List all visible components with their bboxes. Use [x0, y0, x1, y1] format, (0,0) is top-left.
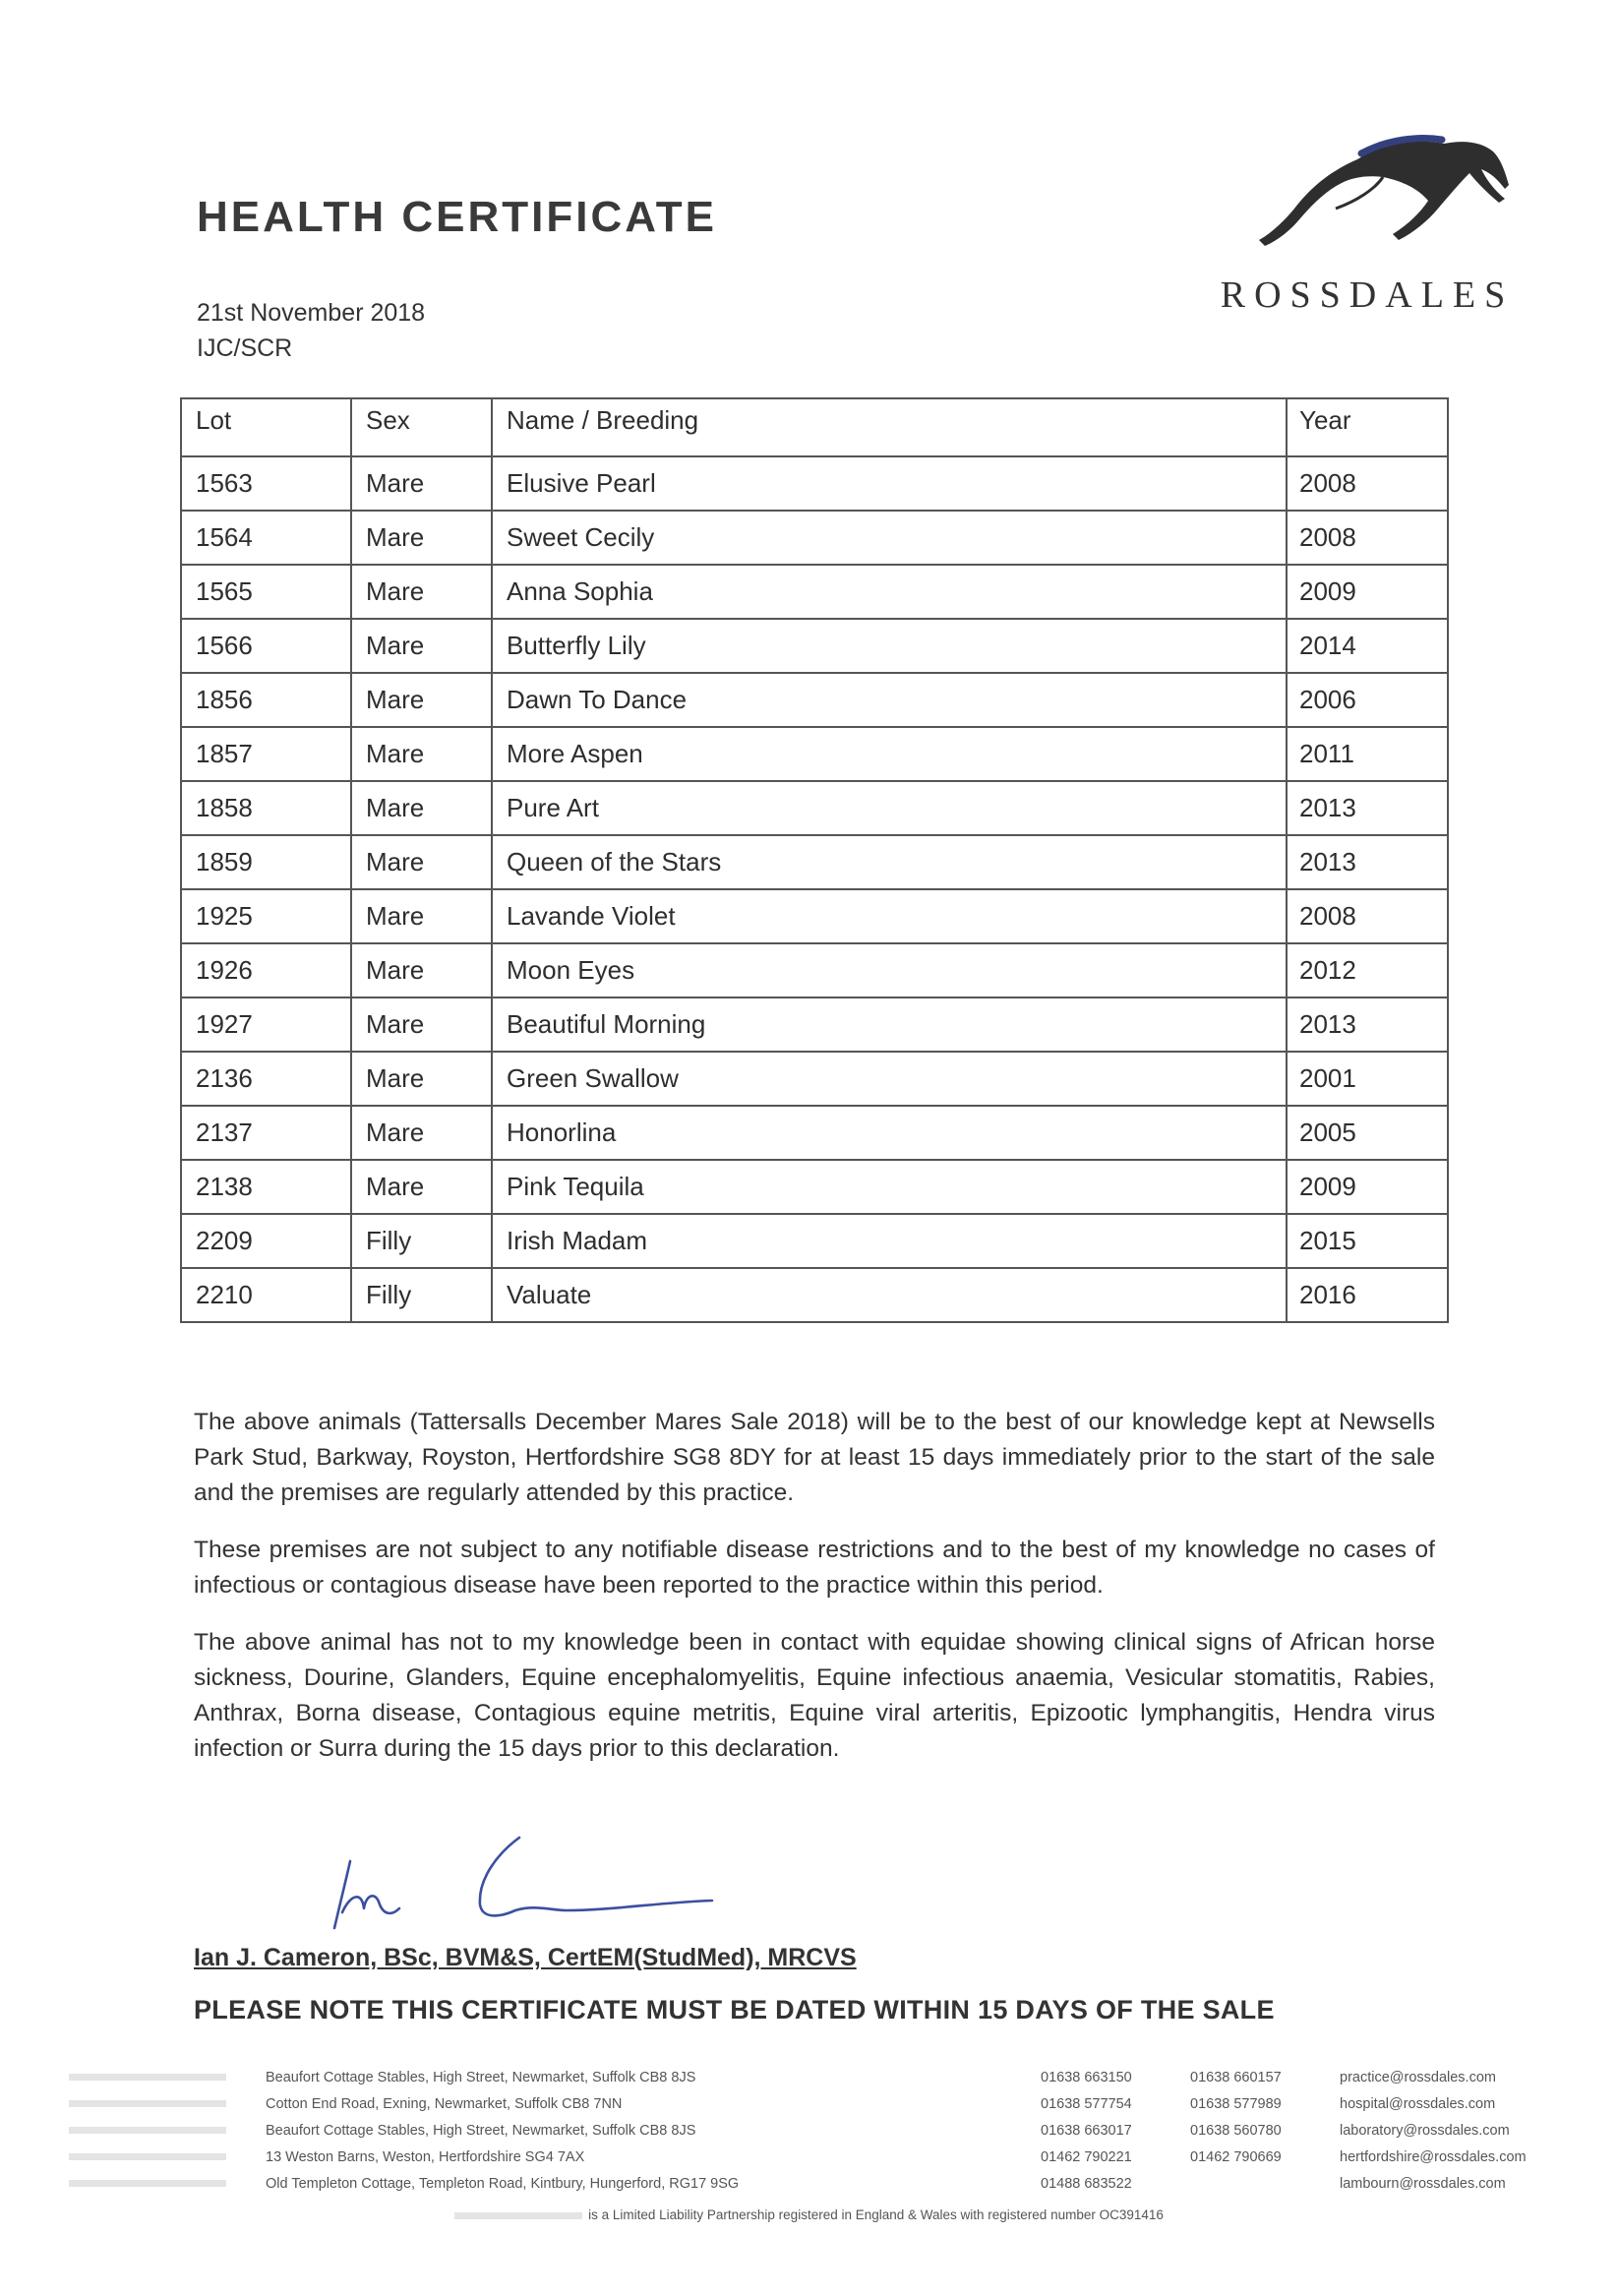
- cell-year: 2005: [1287, 1106, 1448, 1160]
- address-email: hertfordshire@rossdales.com: [1340, 2148, 1527, 2165]
- address-text: 13 Weston Barns, Weston, Hertfordshire SG4 7AX: [266, 2148, 585, 2165]
- redacted-department: [69, 2064, 266, 2090]
- cell-lot: 2137: [181, 1106, 351, 1160]
- cell-sex: Mare: [351, 1052, 492, 1106]
- cell-year: 2013: [1287, 835, 1448, 889]
- contact-declaration-paragraph: The above animal has not to my knowledge been in contact with equidae showing clinical signs of African horse sickness, Dourine, Glanders, Equine encephalomyelitis, Equine infectious anaemia, Vesicular stomatitis, Rabies, Anthrax, Borna disease, Contagious equine metritis, Equine viral arteritis, Epizootic lymphangitis, Hendra virus infection or Surra during the 15 days prior to this declaration.: [194, 1629, 1435, 1762]
- table-row: [181, 456, 1448, 511]
- cell-sex: Mare: [351, 1160, 492, 1214]
- table-row: [181, 943, 1448, 997]
- address-tel: 01638 663150: [1041, 2069, 1132, 2085]
- col-header-name: Name / Breeding: [492, 398, 1287, 456]
- col-header-lot: Lot: [181, 398, 351, 456]
- cell-year: 2015: [1287, 1214, 1448, 1268]
- address-text: Old Templeton Cottage, Templeton Road, Kintbury, Hungerford, RG17 9SG: [266, 2175, 740, 2192]
- col-header-sex: Sex: [351, 398, 492, 456]
- cell-sex: Filly: [351, 1214, 492, 1268]
- cell-year: 2013: [1287, 781, 1448, 835]
- table-body: [181, 456, 1448, 1322]
- table-row: [181, 997, 1448, 1052]
- address-row: [69, 2144, 1584, 2170]
- cell-sex: Mare: [351, 1106, 492, 1160]
- cell-name: Honorlina: [492, 1106, 1287, 1160]
- cell-name: Elusive Pearl: [492, 456, 1287, 511]
- cell-name: Sweet Cecily: [492, 511, 1287, 565]
- address-fax: 01462 790669: [1190, 2148, 1282, 2165]
- cell-name: Irish Madam: [492, 1214, 1287, 1268]
- cell-year: 2006: [1287, 673, 1448, 727]
- table-row: [181, 727, 1448, 781]
- cell-name: Butterfly Lily: [492, 619, 1287, 673]
- cell-name: Anna Sophia: [492, 565, 1287, 619]
- cell-year: 2014: [1287, 619, 1448, 673]
- cell-sex: Filly: [351, 1268, 492, 1322]
- footer-text: is a Limited Liability Partnership registered in England & Wales with registered number OC391416: [588, 2207, 1164, 2222]
- cell-lot: 2138: [181, 1160, 351, 1214]
- cell-lot: 1858: [181, 781, 351, 835]
- table-row: [181, 511, 1448, 565]
- sale-location-paragraph: The above animals (Tattersalls December Mares Sale 2018) will be to the best of our knowledge kept at Newsells Park Stud, Barkway, Royston, Hertfordshire SG8 8DY for at least 15 days immediately prior to the start of the sale and the premises are regularly attended by this practice.: [194, 1409, 1435, 1506]
- cell-year: 2001: [1287, 1052, 1448, 1106]
- redacted-department: [69, 2117, 266, 2144]
- cell-year: 2009: [1287, 565, 1448, 619]
- cell-name: More Aspen: [492, 727, 1287, 781]
- address-tel: 01462 790221: [1041, 2148, 1132, 2165]
- cell-name: Beautiful Morning: [492, 997, 1287, 1052]
- table-header-row: [181, 398, 1448, 456]
- address-fax: 01638 560780: [1190, 2122, 1282, 2139]
- redacted-department: [69, 2170, 266, 2197]
- cell-lot: 2210: [181, 1268, 351, 1322]
- address-list: [69, 2064, 1584, 2197]
- cell-name: Valuate: [492, 1268, 1287, 1322]
- address-tel: 01488 683522: [1041, 2175, 1132, 2192]
- cell-lot: 1926: [181, 943, 351, 997]
- address-email: hospital@rossdales.com: [1340, 2095, 1496, 2112]
- disease-restriction-paragraph: These premises are not subject to any notifiable disease restrictions and to the best of my knowledge no cases of infectious or contagious disease have been reported to the practice within this period.: [194, 1537, 1435, 1599]
- cell-lot: 1927: [181, 997, 351, 1052]
- address-email: lambourn@rossdales.com: [1340, 2175, 1506, 2192]
- cell-sex: Mare: [351, 619, 492, 673]
- table-row: [181, 565, 1448, 619]
- table-row: [181, 1160, 1448, 1214]
- cell-name: Pure Art: [492, 781, 1287, 835]
- address-email: laboratory@rossdales.com: [1340, 2122, 1510, 2139]
- cell-year: 2016: [1287, 1268, 1448, 1322]
- cell-year: 2008: [1287, 456, 1448, 511]
- cell-name: Dawn To Dance: [492, 673, 1287, 727]
- address-tel: 01638 577754: [1041, 2095, 1132, 2112]
- signatory-name: Ian J. Cameron, BSc, BVM&S, CertEM(StudMed), MRCVS: [194, 1944, 857, 1971]
- cell-name: Pink Tequila: [492, 1160, 1287, 1214]
- cell-sex: Mare: [351, 943, 492, 997]
- cell-lot: 1566: [181, 619, 351, 673]
- cell-lot: 1565: [181, 565, 351, 619]
- cell-name: Green Swallow: [492, 1052, 1287, 1106]
- handwritten-signature: [325, 1832, 777, 1940]
- cell-name: Queen of the Stars: [492, 835, 1287, 889]
- address-text: Beaufort Cottage Stables, High Street, Newmarket, Suffolk CB8 8JS: [266, 2069, 696, 2085]
- practice-addresses: [69, 2064, 1584, 2197]
- cell-lot: 1563: [181, 456, 351, 511]
- col-header-year: Year: [1287, 398, 1448, 456]
- rossdales-logo: [1210, 130, 1525, 317]
- document-title: HEALTH CERTIFICATE: [197, 193, 717, 241]
- certificate-date: 21st November 2018: [197, 299, 426, 327]
- table-row: [181, 619, 1448, 673]
- cell-year: 2008: [1287, 511, 1448, 565]
- address-row: [69, 2117, 1584, 2144]
- table-row: [181, 1106, 1448, 1160]
- cell-lot: 1564: [181, 511, 351, 565]
- logo-wordmark: ROSSDALES: [1220, 274, 1515, 316]
- cell-sex: Mare: [351, 727, 492, 781]
- cell-lot: 1857: [181, 727, 351, 781]
- cell-name: Moon Eyes: [492, 943, 1287, 997]
- horse-lot-table: [180, 397, 1449, 1323]
- cell-year: 2013: [1287, 997, 1448, 1052]
- address-fax: [1190, 2170, 1340, 2197]
- table-row: [181, 673, 1448, 727]
- cell-lot: 1925: [181, 889, 351, 943]
- cell-sex: Mare: [351, 511, 492, 565]
- cell-lot: 2136: [181, 1052, 351, 1106]
- address-fax: 01638 577989: [1190, 2095, 1282, 2112]
- cell-year: 2008: [1287, 889, 1448, 943]
- address-tel: 01638 663017: [1041, 2122, 1132, 2139]
- address-text: Beaufort Cottage Stables, High Street, Newmarket, Suffolk CB8 8JS: [266, 2122, 696, 2139]
- cell-lot: 1856: [181, 673, 351, 727]
- address-row: [69, 2090, 1584, 2117]
- galloping-horse-icon: [1210, 130, 1525, 273]
- cell-lot: 1859: [181, 835, 351, 889]
- cell-sex: Mare: [351, 835, 492, 889]
- cell-year: 2012: [1287, 943, 1448, 997]
- cell-lot: 2209: [181, 1214, 351, 1268]
- cell-sex: Mare: [351, 565, 492, 619]
- registration-footer: [0, 2207, 1618, 2222]
- cell-sex: Mare: [351, 673, 492, 727]
- redacted-department: [69, 2144, 266, 2170]
- address-email: practice@rossdales.com: [1340, 2069, 1496, 2085]
- redacted-department: [69, 2090, 266, 2117]
- table-row: [181, 835, 1448, 889]
- cell-sex: Mare: [351, 456, 492, 511]
- table-row: [181, 1214, 1448, 1268]
- cell-name: Lavande Violet: [492, 889, 1287, 943]
- table-row: [181, 1052, 1448, 1106]
- cell-year: 2011: [1287, 727, 1448, 781]
- table-row: [181, 889, 1448, 943]
- cell-sex: Mare: [351, 997, 492, 1052]
- address-text: Cotton End Road, Exning, Newmarket, Suffolk CB8 7NN: [266, 2095, 623, 2112]
- cell-sex: Mare: [351, 781, 492, 835]
- address-fax: 01638 660157: [1190, 2069, 1282, 2085]
- table-row: [181, 1268, 1448, 1322]
- address-row: [69, 2064, 1584, 2090]
- dating-notice: PLEASE NOTE THIS CERTIFICATE MUST BE DATED WITHIN 15 DAYS OF THE SALE: [194, 1995, 1275, 2024]
- table-row: [181, 781, 1448, 835]
- cell-sex: Mare: [351, 889, 492, 943]
- address-row: [69, 2170, 1584, 2197]
- reference-code: IJC/SCR: [197, 334, 293, 362]
- cell-year: 2009: [1287, 1160, 1448, 1214]
